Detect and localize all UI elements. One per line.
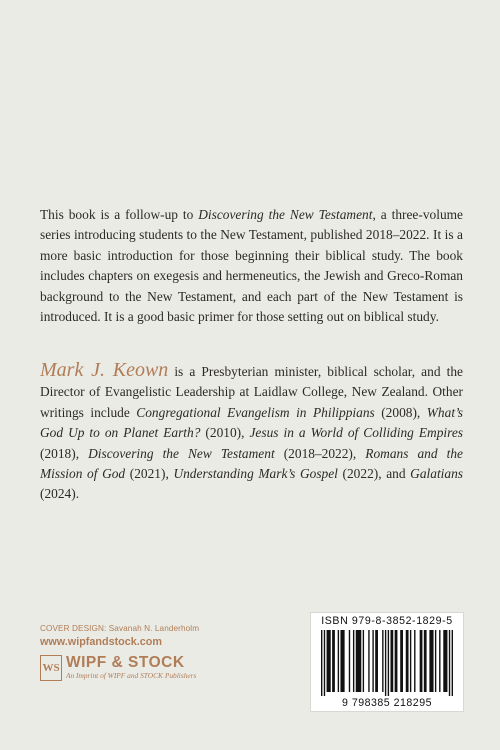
work-title: Congregational Evangelism in Philippians — [136, 404, 375, 420]
barcode-bar — [327, 630, 331, 692]
barcode-bar — [368, 630, 369, 692]
work-year: (2018), — [40, 445, 89, 461]
work-year: (2018–2022), — [274, 445, 366, 461]
blurb-text: This book is a follow-up to — [40, 207, 199, 222]
work-year: (2010), — [200, 425, 250, 441]
publisher-credits — [40, 623, 199, 681]
book-description — [40, 205, 463, 327]
barcode-number: 9 798385 218295 — [342, 697, 432, 709]
barcode-bar — [410, 630, 411, 692]
work-title: Discovering the New Testament — [88, 445, 275, 461]
barcode-bar — [340, 630, 344, 692]
barcode-bar — [363, 630, 364, 692]
blurb-text: , a three-volume series introducing students to the New Testament, published 2018–2022. It is a more basic introduction for those beginning their biblical study. The book includes chapters on exegesis and hermeneutics, the Jewish and Greco-Roman background to the New Testament, and each part of the New Testament is introduced. It is a good basic primer for those setting out on biblical study. — [40, 207, 463, 325]
barcode-bar — [356, 630, 362, 692]
isbn-barcode — [310, 612, 464, 712]
barcode-bar — [338, 630, 339, 692]
author-bio-intro: is a Presbyterian minister, biblical scholar, and the Director of Evangelistic Leadership at Laidlaw College, New Zealand. Other writings include — [40, 364, 463, 420]
barcode-bar — [388, 630, 389, 696]
publisher-name: WIPF & STOCK — [66, 654, 185, 671]
barcode-bar — [439, 630, 440, 692]
barcode-bar — [406, 630, 409, 692]
barcode-bar — [449, 630, 450, 696]
barcode-bar — [420, 630, 423, 692]
publisher-logo — [40, 655, 199, 681]
barcode-bar — [424, 630, 427, 692]
barcode-bar — [435, 630, 436, 692]
work-year: (2008), — [374, 404, 427, 420]
barcode-bar — [414, 630, 415, 692]
ws-logo-icon: WS — [40, 655, 62, 681]
publisher-text — [66, 655, 196, 681]
barcode-bar — [324, 630, 325, 696]
work-title: Jesus in a World of Colliding Empires — [249, 425, 463, 441]
barcode-bar — [321, 630, 322, 696]
barcode-bar — [375, 630, 378, 692]
barcode-bar — [372, 630, 373, 692]
cover-design-credit: COVER DESIGN: Savanah N. Landerholm — [40, 624, 200, 633]
barcode-bar — [353, 630, 354, 692]
barcode-bar — [385, 630, 386, 696]
barcode-bar — [349, 630, 350, 692]
barcode-bar — [452, 630, 453, 696]
barcode-bar — [443, 630, 447, 692]
barcode-bar — [395, 630, 398, 692]
barcode-bar — [429, 630, 433, 692]
work-year: (2024). — [40, 486, 80, 502]
barcode-bar — [390, 630, 393, 692]
work-year: (2022), and — [337, 466, 411, 482]
barcode-graphic — [321, 630, 453, 696]
barcode-bar — [382, 630, 383, 692]
publisher-website-link[interactable]: www.wipfandstock.com — [40, 636, 162, 648]
author-name: Mark J. Keown — [40, 359, 169, 381]
publisher-imprint: An Imprint of WIPF and STOCK Publishers — [66, 671, 197, 680]
isbn-label: ISBN 979-8-3852-1829-5 — [321, 615, 453, 627]
author-bio — [40, 360, 463, 505]
work-title: What’s God Up to on Planet Earth? — [40, 404, 463, 441]
work-year: (2021), — [125, 466, 174, 482]
barcode-bar — [332, 630, 335, 692]
work-title: Understanding Mark’s Gospel — [173, 466, 338, 482]
work-title: Galatians — [410, 466, 463, 482]
blurb-title: Discovering the New Testament — [198, 207, 373, 222]
barcode-bar — [400, 630, 403, 692]
work-title: Romans and the Mission of God — [40, 445, 463, 482]
